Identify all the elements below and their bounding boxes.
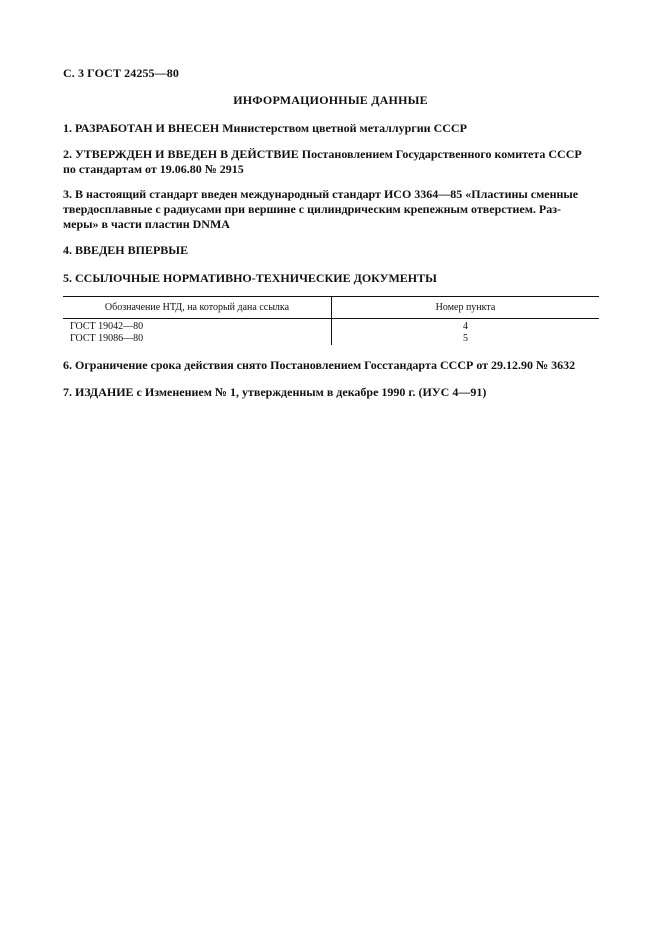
info-item-3-line-3: меры» в части пластин DNMA [63, 217, 230, 231]
page-header: С. 3 ГОСТ 24255—80 [63, 66, 179, 80]
info-item-7: 7. ИЗДАНИЕ с Изменением № 1, утвержденным в декабре 1990 г. (ИУС 4—91) [63, 385, 487, 399]
table-cell-clause: 5 [463, 333, 468, 344]
info-item-3-line-2: твердосплавные с радиусами при вершине с цилиндрическим крепежным отверстием. Раз- [63, 202, 562, 216]
info-item-5: 5. ССЫЛОЧНЫЕ НОРМАТИВНО-ТЕХНИЧЕСКИЕ ДОКУМЕНТЫ [63, 271, 437, 285]
table-cell-ntd: ГОСТ 19086—80 [63, 333, 332, 345]
info-item-2 [63, 147, 599, 177]
info-item-2-line-1: 2. УТВЕРЖДЕН И ВВЕДЕН В ДЕЙСТВИЕ Постановлением Государственного комитета СССР [63, 147, 582, 161]
table-cell-clause: 4 [463, 321, 468, 332]
section-title: ИНФОРМАЦИОННЫЕ ДАННЫЕ [233, 93, 428, 107]
table-row [63, 333, 599, 345]
info-item-4: 4. ВВЕДЕН ВПЕРВЫЕ [63, 243, 189, 257]
reference-table [63, 296, 599, 345]
info-item-3-line-1: 3. В настоящий стандарт введен международный стандарт ИСО 3364—85 «Пластины сменные [63, 187, 579, 201]
column-header-ntd: Обозначение НТД, на который дана ссылка [63, 297, 332, 319]
table-cell-ntd: ГОСТ 19042—80 [63, 319, 332, 334]
table-header-row [63, 297, 599, 319]
table-row [63, 319, 599, 334]
info-item-6: 6. Ограничение срока действия снято Постановлением Госстандарта СССР от 29.12.90 № 3632 [63, 358, 576, 372]
column-header-clause: Номер пункта [332, 297, 600, 319]
info-item-2-line-2: по стандартам от 19.06.80 № 2915 [63, 162, 244, 176]
info-item-3 [63, 187, 599, 232]
info-item-1: 1. РАЗРАБОТАН И ВНЕСЕН Министерством цветной металлургии СССР [63, 121, 467, 135]
